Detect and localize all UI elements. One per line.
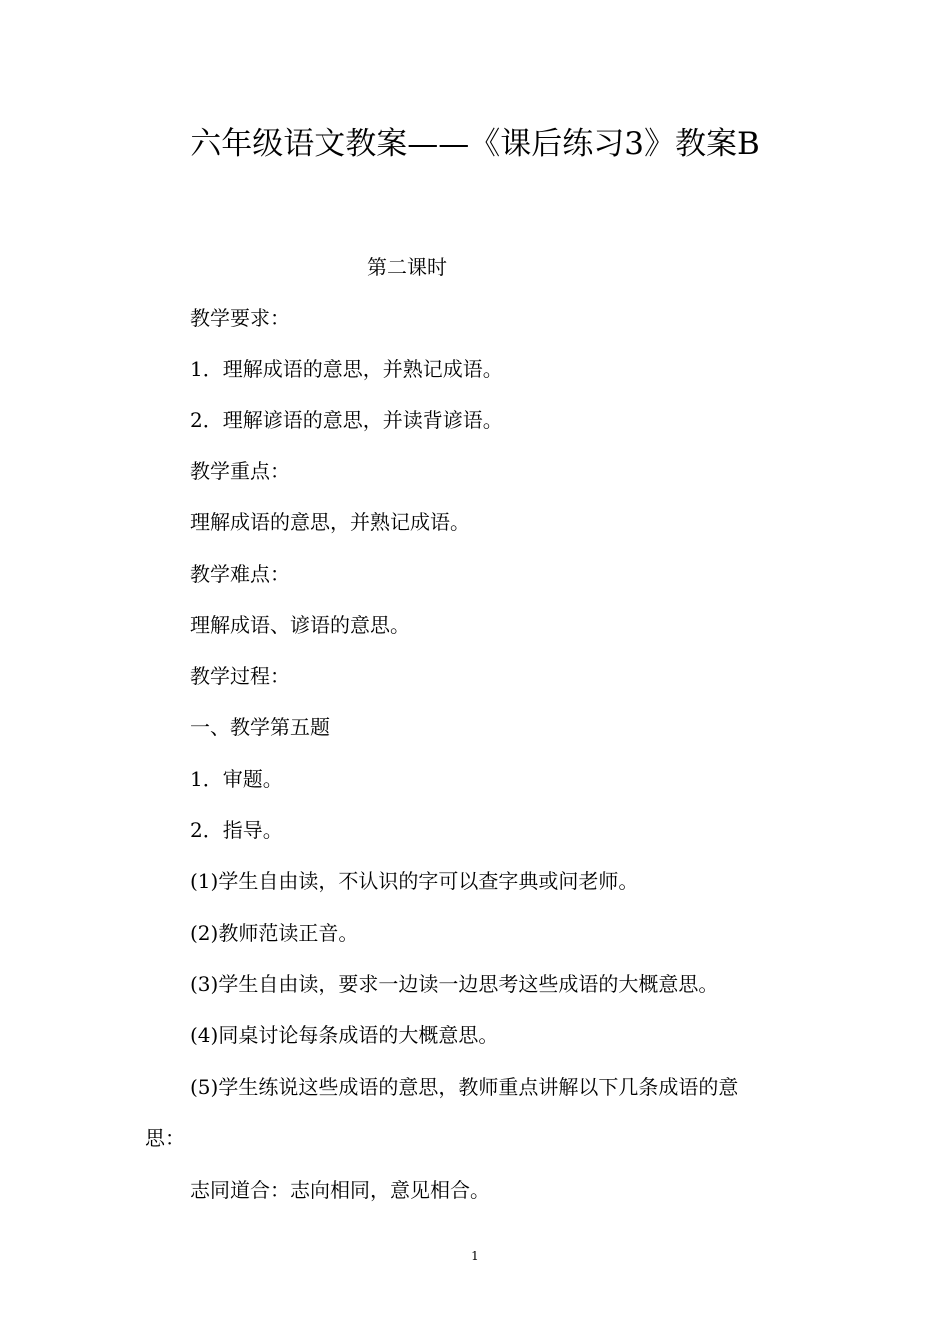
- difficulty-text: 理解成语、谚语的意思。: [190, 613, 410, 637]
- guidance-item-5-continuation: 思：: [145, 1126, 185, 1150]
- key-point-text: 理解成语的意思，并熟记成语。: [190, 510, 470, 534]
- guidance-item-4: (4)同桌讨论每条成语的大概意思。: [190, 1023, 499, 1047]
- process-step-2: 2．指导。: [190, 818, 283, 842]
- page-title: 六年级语文教案——《课后练习3》教案B: [190, 126, 760, 162]
- guidance-item-2: (2)教师范读正音。: [190, 921, 359, 945]
- guidance-item-5: (5)学生练说这些成语的意思，教师重点讲解以下几条成语的意: [190, 1075, 739, 1099]
- section-heading-requirements: 教学要求：: [190, 306, 290, 330]
- guidance-item-3: (3)学生自由读，要求一边读一边思考这些成语的大概意思。: [190, 972, 719, 996]
- requirement-item-2: 2．理解谚语的意思，并读背谚语。: [190, 408, 503, 432]
- requirement-item-1: 1．理解成语的意思，并熟记成语。: [190, 357, 503, 381]
- process-step-1: 1．审题。: [190, 767, 283, 791]
- process-part-1-heading: 一、教学第五题: [190, 715, 330, 739]
- page-number: 1: [471, 1249, 479, 1263]
- section-heading-difficulties: 教学难点：: [190, 562, 290, 586]
- lesson-subtitle: 第二课时: [367, 255, 447, 279]
- guidance-item-1: (1)学生自由读，不认识的字可以查字典或问老师。: [190, 869, 639, 893]
- section-heading-process: 教学过程：: [190, 664, 290, 688]
- section-heading-key-points: 教学重点：: [190, 459, 290, 483]
- idiom-explanation: 志同道合：志向相同，意见相合。: [190, 1178, 490, 1202]
